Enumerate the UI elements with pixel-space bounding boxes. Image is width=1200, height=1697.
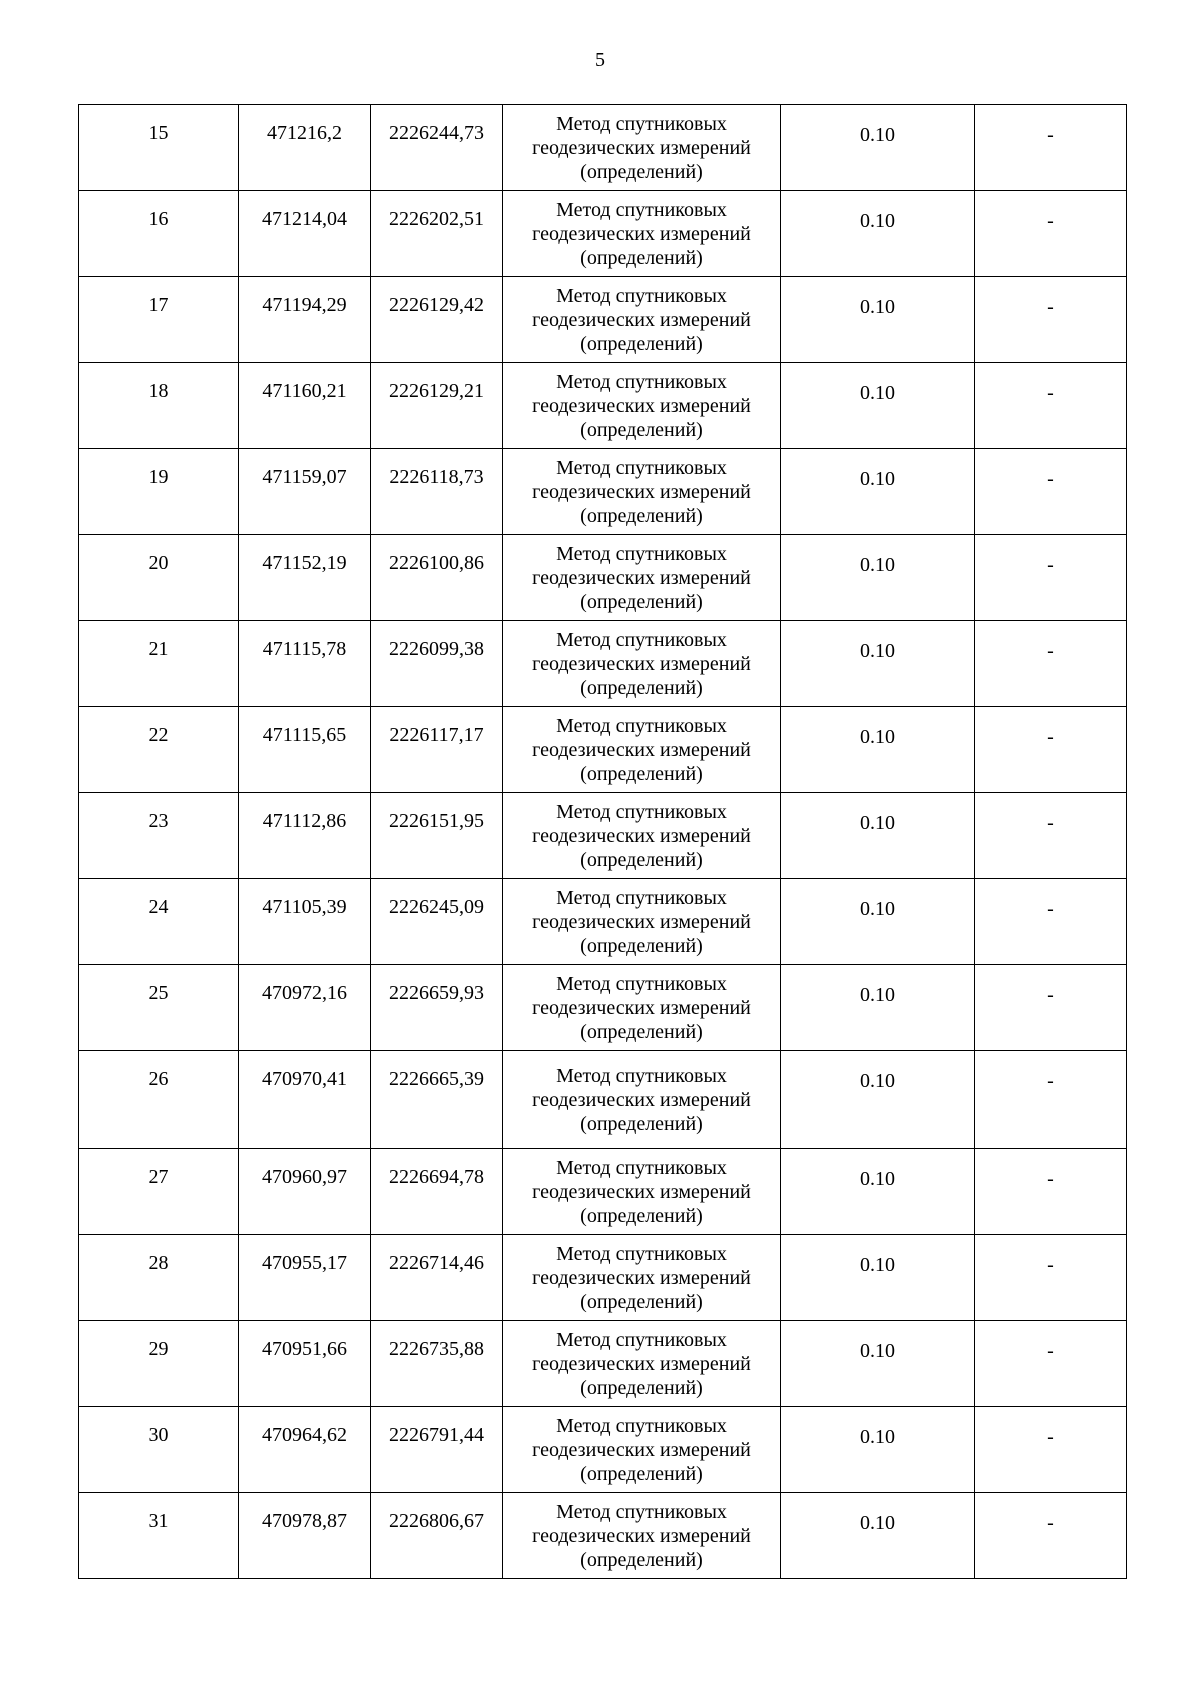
table-row [79, 1407, 1127, 1493]
method-cell: Метод спутниковых геодезических измерений (определений) [503, 707, 781, 793]
method-cell: Метод спутниковых геодезических измерений (определений) [503, 1321, 781, 1407]
point-number: 23 [79, 793, 239, 879]
point-number: 28 [79, 1235, 239, 1321]
method-cell: Метод спутниковых геодезических измерений (определений) [503, 621, 781, 707]
table-row [79, 449, 1127, 535]
point-number: 24 [79, 879, 239, 965]
accuracy-value: 0.10 [781, 707, 975, 793]
coordinate-x: 471160,21 [239, 363, 371, 449]
table-row [79, 105, 1127, 191]
coordinate-x: 471115,78 [239, 621, 371, 707]
method-cell: Метод спутниковых геодезических измерений (определений) [503, 793, 781, 879]
table-row [79, 793, 1127, 879]
coordinate-x: 470960,97 [239, 1149, 371, 1235]
table-row [79, 1051, 1127, 1149]
accuracy-value: 0.10 [781, 965, 975, 1051]
note-value: - [975, 535, 1127, 621]
method-cell: Метод спутниковых геодезических измерений (определений) [503, 1493, 781, 1579]
coordinate-x: 470951,66 [239, 1321, 371, 1407]
coordinate-y: 2226129,42 [371, 277, 503, 363]
note-value: - [975, 1051, 1127, 1149]
accuracy-value: 0.10 [781, 363, 975, 449]
method-cell: Метод спутниковых геодезических измерений (определений) [503, 965, 781, 1051]
table-row [79, 1235, 1127, 1321]
point-number: 16 [79, 191, 239, 277]
note-value: - [975, 363, 1127, 449]
coordinate-x: 471194,29 [239, 277, 371, 363]
accuracy-value: 0.10 [781, 535, 975, 621]
note-value: - [975, 793, 1127, 879]
point-number: 18 [79, 363, 239, 449]
accuracy-value: 0.10 [781, 1051, 975, 1149]
table-row [79, 277, 1127, 363]
table-row [79, 1149, 1127, 1235]
method-cell: Метод спутниковых геодезических измерений (определений) [503, 1407, 781, 1493]
coordinate-y: 2226151,95 [371, 793, 503, 879]
coordinate-y: 2226735,88 [371, 1321, 503, 1407]
coordinate-y: 2226129,21 [371, 363, 503, 449]
coordinate-y: 2226202,51 [371, 191, 503, 277]
note-value: - [975, 621, 1127, 707]
accuracy-value: 0.10 [781, 191, 975, 277]
table-row [79, 191, 1127, 277]
coordinate-x: 471216,2 [239, 105, 371, 191]
point-number: 30 [79, 1407, 239, 1493]
method-cell: Метод спутниковых геодезических измерений (определений) [503, 277, 781, 363]
accuracy-value: 0.10 [781, 449, 975, 535]
table-row [79, 879, 1127, 965]
coordinate-y: 2226244,73 [371, 105, 503, 191]
table-row [79, 1493, 1127, 1579]
coordinate-x: 471105,39 [239, 879, 371, 965]
accuracy-value: 0.10 [781, 277, 975, 363]
coordinate-x: 471214,04 [239, 191, 371, 277]
method-cell: Метод спутниковых геодезических измерений (определений) [503, 363, 781, 449]
point-number: 29 [79, 1321, 239, 1407]
table-row [79, 1321, 1127, 1407]
accuracy-value: 0.10 [781, 793, 975, 879]
method-cell: Метод спутниковых геодезических измерений (определений) [503, 535, 781, 621]
note-value: - [975, 1235, 1127, 1321]
table-row [79, 621, 1127, 707]
table-row [79, 707, 1127, 793]
point-number: 27 [79, 1149, 239, 1235]
point-number: 20 [79, 535, 239, 621]
accuracy-value: 0.10 [781, 879, 975, 965]
method-cell: Метод спутниковых геодезических измерений (определений) [503, 1051, 781, 1149]
method-cell: Метод спутниковых геодезических измерений (определений) [503, 879, 781, 965]
note-value: - [975, 1407, 1127, 1493]
accuracy-value: 0.10 [781, 621, 975, 707]
note-value: - [975, 449, 1127, 535]
coordinates-table [78, 104, 1127, 1579]
coordinate-y: 2226665,39 [371, 1051, 503, 1149]
method-cell: Метод спутниковых геодезических измерений (определений) [503, 449, 781, 535]
coordinate-y: 2226118,73 [371, 449, 503, 535]
note-value: - [975, 1493, 1127, 1579]
note-value: - [975, 1149, 1127, 1235]
coordinate-y: 2226714,46 [371, 1235, 503, 1321]
note-value: - [975, 277, 1127, 363]
accuracy-value: 0.10 [781, 1235, 975, 1321]
coordinate-x: 471112,86 [239, 793, 371, 879]
accuracy-value: 0.10 [781, 1149, 975, 1235]
method-cell: Метод спутниковых геодезических измерений (определений) [503, 191, 781, 277]
accuracy-value: 0.10 [781, 1493, 975, 1579]
point-number: 17 [79, 277, 239, 363]
point-number: 21 [79, 621, 239, 707]
point-number: 31 [79, 1493, 239, 1579]
note-value: - [975, 105, 1127, 191]
point-number: 15 [79, 105, 239, 191]
coordinate-y: 2226659,93 [371, 965, 503, 1051]
table-row [79, 363, 1127, 449]
note-value: - [975, 965, 1127, 1051]
table-row [79, 535, 1127, 621]
coordinate-x: 471159,07 [239, 449, 371, 535]
coordinate-x: 470970,41 [239, 1051, 371, 1149]
coordinate-y: 2226245,09 [371, 879, 503, 965]
accuracy-value: 0.10 [781, 1407, 975, 1493]
note-value: - [975, 1321, 1127, 1407]
accuracy-value: 0.10 [781, 1321, 975, 1407]
method-cell: Метод спутниковых геодезических измерений (определений) [503, 1235, 781, 1321]
method-cell: Метод спутниковых геодезических измерений (определений) [503, 1149, 781, 1235]
coordinate-y: 2226806,67 [371, 1493, 503, 1579]
note-value: - [975, 191, 1127, 277]
coordinate-x: 471152,19 [239, 535, 371, 621]
coordinate-x: 470964,62 [239, 1407, 371, 1493]
coordinate-x: 470972,16 [239, 965, 371, 1051]
coordinate-x: 471115,65 [239, 707, 371, 793]
coordinate-y: 2226791,44 [371, 1407, 503, 1493]
table-row [79, 965, 1127, 1051]
coordinate-y: 2226117,17 [371, 707, 503, 793]
coordinate-y: 2226694,78 [371, 1149, 503, 1235]
coordinate-x: 470955,17 [239, 1235, 371, 1321]
point-number: 22 [79, 707, 239, 793]
note-value: - [975, 707, 1127, 793]
accuracy-value: 0.10 [781, 105, 975, 191]
coordinate-x: 470978,87 [239, 1493, 371, 1579]
point-number: 26 [79, 1051, 239, 1149]
coordinate-y: 2226099,38 [371, 621, 503, 707]
method-cell: Метод спутниковых геодезических измерений (определений) [503, 105, 781, 191]
point-number: 19 [79, 449, 239, 535]
coordinate-y: 2226100,86 [371, 535, 503, 621]
note-value: - [975, 879, 1127, 965]
point-number: 25 [79, 965, 239, 1051]
page-number: 5 [595, 49, 605, 71]
